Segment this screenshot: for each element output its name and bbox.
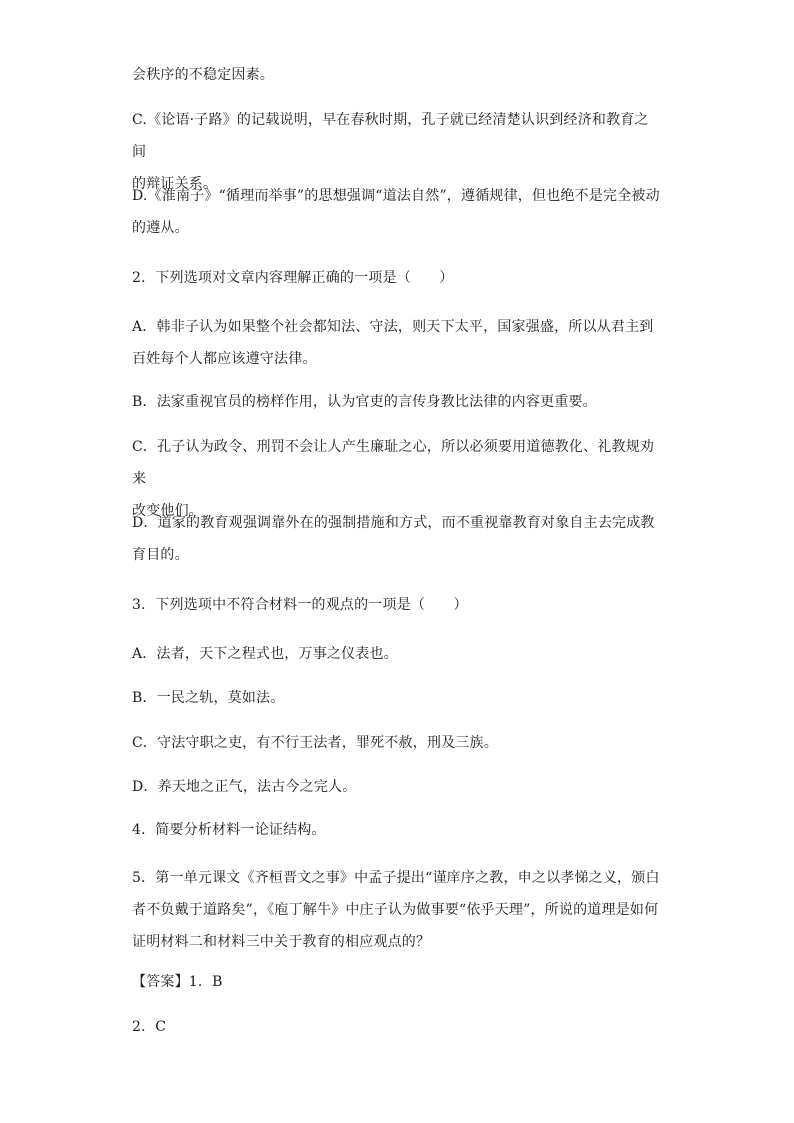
answer-2 [132,1011,662,1043]
text-line: B．法家重视官员的榜样作用，认为官吏的言传身教比法律的内容更重要。 [132,394,597,410]
text-line: C．守法守职之吏，有不行王法者，罪死不赦，刑及三族。 [132,735,498,751]
text-line: 证明材料二和材料三中关于教育的相应观点的？ [132,934,431,950]
question-5 [132,862,662,958]
text-line: 会秩序的不稳定因素。 [132,67,274,83]
text-line: 2．C [132,1019,167,1035]
question-2-option-d [132,507,662,571]
text-line: A．韩非子认为如果整个社会都知法、守法，则天下太平，国家强盛，所以从君主到 [132,319,654,335]
text-line: D．养天地之正气，法古今之完人。 [132,779,357,795]
paragraph-continuation [132,59,662,91]
question-3-option-a [132,638,662,670]
text-line: A．法者，天下之程式也，万事之仪表也。 [132,646,398,662]
question-4 [132,814,662,846]
text-line: 百姓每个人都应该遵守法律。 [132,351,317,367]
text-line: 改变他们。 [132,503,203,519]
text-line: 的辩证关系。 [132,176,218,192]
question-3-option-d [132,771,662,803]
question-2-option-b [132,386,662,418]
text-line: 5．第一单元课文《齐桓晋文之事》中孟子提出“谨庠序之教，申之以孝悌之义，颁白 [132,870,660,886]
option-d-paragraph [132,180,662,244]
text-line: C．孔子认为政令、刑罚不会让人产生廉耻之心，所以必须要用道德教化、礼教规劝来 [132,439,655,487]
text-line: 4．简要分析材料一论证结构。 [132,822,326,838]
question-2 [132,262,662,294]
text-line: 【答案】1．B [132,974,223,990]
question-3 [132,589,662,621]
text-line: B．一民之轨，莫如法。 [132,690,285,706]
text-line: C.《论语·子路》的记载说明，早在春秋时期，孔子就已经清楚认识到经济和教育之间 [132,112,649,160]
text-line: 2．下列选项对文章内容理解正确的一项是（ ） [132,270,454,286]
text-line: 3．下列选项中不符合材料一的观点的一项是（ ） [132,597,468,613]
question-3-option-b [132,682,662,714]
text-line: 育目的。 [132,547,189,563]
text-line: D.《淮南子》“循理而举事”的思想强调“道法自然”，遵循规律，但也绝不是完全被动 [132,188,660,204]
text-line: D．道家的教育观强调靠外在的强制措施和方式，而不重视靠教育对象自主去完成教 [132,515,655,531]
text-line: 者不负戴于道路矣”，《庖丁解牛》中庄子认为做事要“依乎天理”，所说的道理是如何 [132,902,659,918]
question-2-option-a [132,311,662,375]
question-3-option-c [132,727,662,759]
answer-1 [132,966,662,998]
text-line: 的遵从。 [132,220,189,236]
